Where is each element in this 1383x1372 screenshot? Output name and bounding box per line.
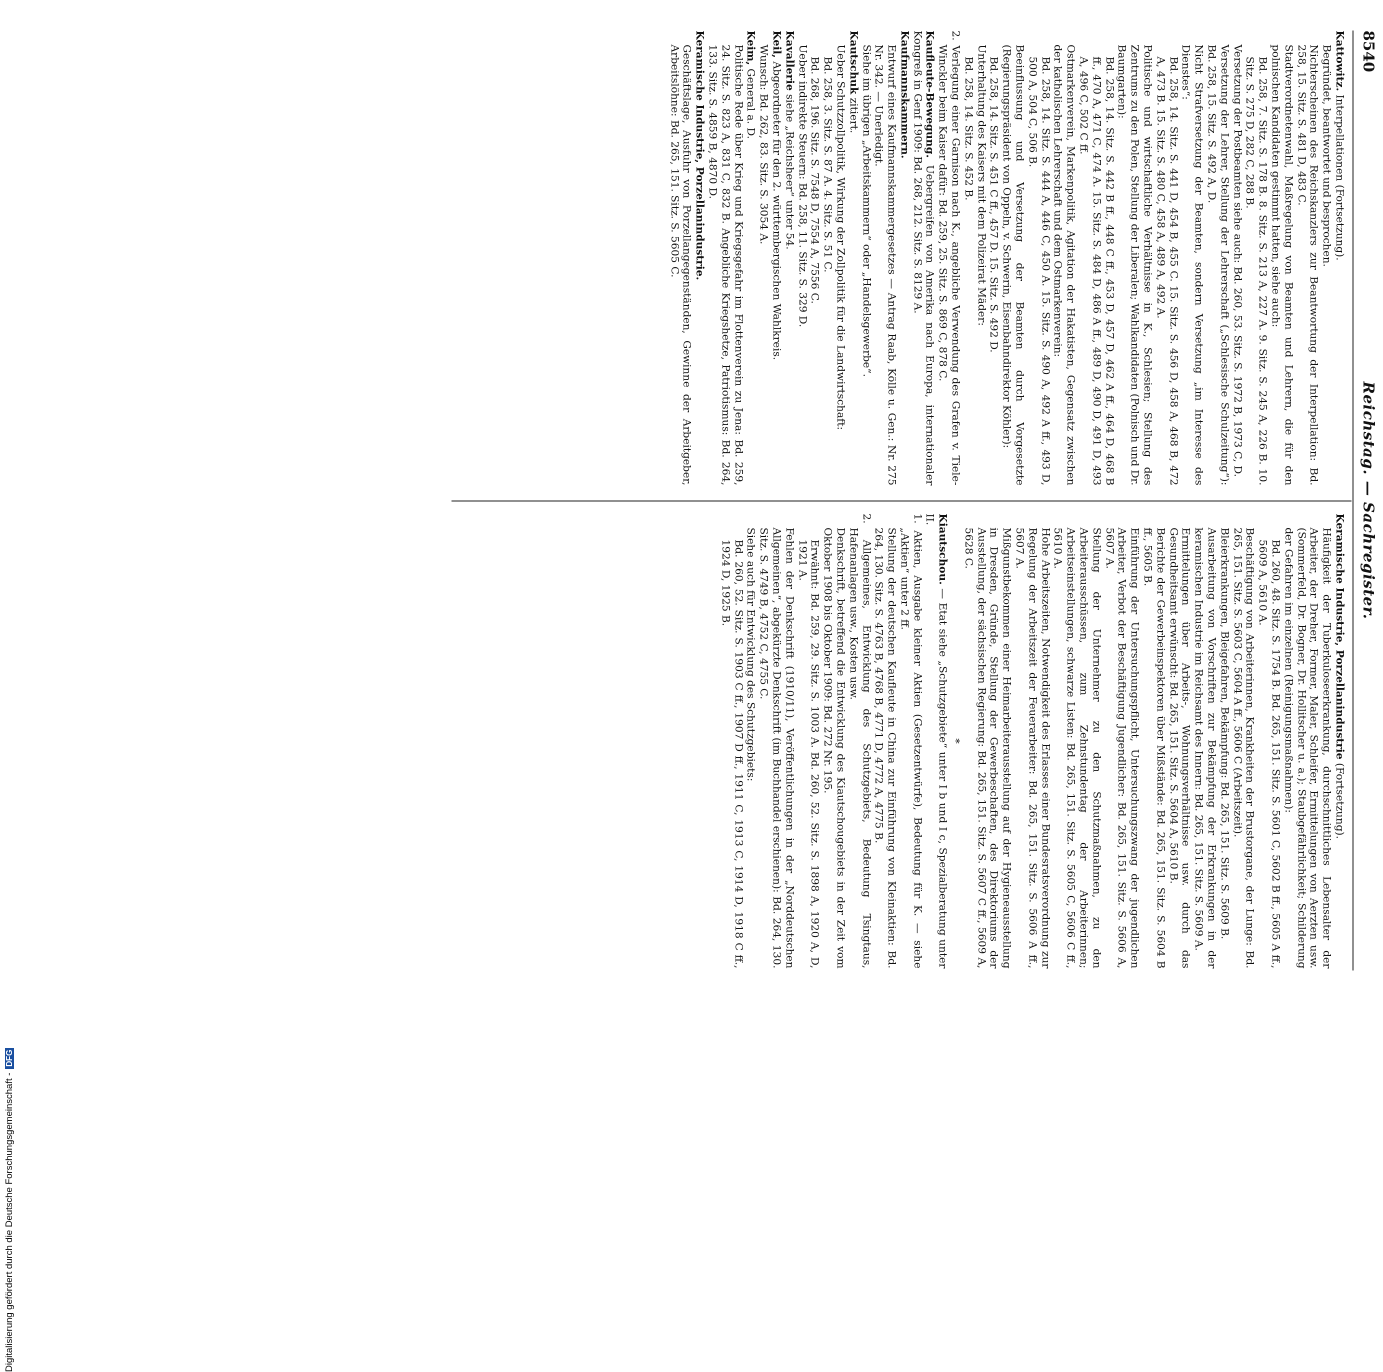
footer-note xyxy=(4,992,18,1372)
entry-keyword: Keramische Industrie, Porzellanindustrie. xyxy=(693,30,706,280)
entry-text: Begründet, beantwortet und besprochen. xyxy=(1320,44,1333,267)
entry-text: Versetzung der Lehrer, Stellung der Lehrerschaft („Schlesische Schulzeitung“): Bd. 258, 15. Sitz. S. 492 A, D. xyxy=(1205,44,1230,485)
entry-text: Interpellationen (Fortsetzung). xyxy=(1333,94,1345,261)
entry-text: Abgeordneter für den 2. württembergischen Wahlkreis. xyxy=(769,60,782,360)
entry-text: Ueber Schutzzollpolitik, Wirkung der Zollpolitik für die Landwirtschaft: xyxy=(833,44,846,430)
entry-text: Mißgunstbekommen einer Heimarbeiterausstellung auf der Hygieneausstellung in Dresden, Gründe, Stellung der Gewerbeschaften, des Direktoriums der Ausstellung, der sächsischen Regierung: Bd. 265, 151. Sitz. S. 5607 C ff., 5609 A, 5628 C. xyxy=(961,527,1013,968)
entry-paragraph xyxy=(744,513,757,968)
entry-paragraph xyxy=(1230,30,1243,485)
entry-text: Uebergreifen von Amerika nach Europa, internationaler Kongreß in Genf 1909: Bd. 268, 212. Sitz. S. 8129 A. xyxy=(910,30,936,486)
column-divider xyxy=(451,500,1351,501)
entry-text: Hohe Arbeitszeiten, Notwendigkeit des Erlasses einer Bundesratsverordnung zur Regelung der Arbeitszeit der Feuerarbeiter: Bd. 265, 151. Sitz. S. 5606 A ff., 5607 A. xyxy=(1013,527,1051,968)
entry-paragraph xyxy=(1217,513,1230,968)
entry-paragraph xyxy=(1153,30,1179,485)
entry-text: 1. Aktien, Ausgabe kleiner Aktien (Gesetzentwürfe), Bedeutung für K. — siehe „Aktien“ unter 2 ff. xyxy=(897,513,923,968)
entry-paragraph xyxy=(782,30,795,485)
entry-paragraph xyxy=(1115,30,1153,485)
entry-text: Unterhaltung des Kaisers mit dem Polizeirat Mäder: xyxy=(974,44,987,326)
entry-paragraph xyxy=(910,30,936,485)
entry-paragraph xyxy=(1012,513,1050,968)
entry-text: Beschäftigung von Arbeiterinnen, Krankheiten der Brustorgane, der Lunge: Bd. 265, 151. Sitz. S. 5603 C, 5604 A ff., 5606 C (Arbeitszeit). xyxy=(1230,527,1256,968)
dfg-logo: DFG xyxy=(5,1049,14,1067)
entry-paragraph xyxy=(1179,30,1205,485)
entry-paragraph xyxy=(1268,30,1294,485)
entry-text: Geschäftslage, Ausfuhr von Porzellangegenständen, Gewinne der Arbeitgeber, Arbeitslöhne: Bd. 265, 151. Sitz. S. 5605 C. xyxy=(667,44,693,485)
entry-paragraph xyxy=(1025,30,1051,485)
entry-paragraph xyxy=(795,513,821,968)
entry-paragraph xyxy=(948,513,961,968)
entry-text: Ueber indirekte Steuern: Bd. 258, 11. Sitz. S. 329 D. xyxy=(795,44,808,327)
entry-keyword: Kautschuk xyxy=(846,30,859,94)
entry-text: — Etat siehe „Schutzgebiete“ unter I b und I c, Spezialberatung unter II. xyxy=(923,513,949,968)
entry-text: Bd. 258, 14. Sitz. S. 444 A, 446 C, 450 A. 15. Sitz. S. 490 A, 492 A ff., 493 D, 500 A, 504 C, 506 B. xyxy=(1025,56,1051,485)
entry-paragraph xyxy=(974,30,987,485)
entry-text: Stadtverordnetenwahl, Maßregelung von Beamten und Lehrern, die für den polnischen Kandidaten gestimmt hatten, siehe auch: xyxy=(1269,44,1294,485)
entry-text: Siehe auch für Entwicklung des Schutzgebiets: xyxy=(744,527,757,781)
entry-text: Ermittelungen über Arbeits-, Wohnungsverhältnisse usw. durch das Gesundheitsamt erwünscht: Bd. 265, 151. Sitz. S. 5604 A, 5610 B. xyxy=(1166,527,1192,968)
entry-paragraph xyxy=(872,30,898,485)
entry-text: Bd. 258, 14. Sitz. S. 451 C ff., 457 D. 15. Sitz. S. 492 D. xyxy=(987,56,1000,353)
entry-text: Entwurf eines Kaufmannskammergesetzes — Antrag Raab, Kölle u. Gen.: Nr. 275 Nr. 342. — Unerledigt. xyxy=(872,44,898,485)
entry-keyword: Keil, xyxy=(769,30,782,58)
entry-text: zitiert. xyxy=(846,97,859,133)
entry-keyword: Kattowitz. xyxy=(1333,30,1345,91)
entry-paragraph xyxy=(846,513,872,968)
entry-paragraph xyxy=(1051,30,1077,485)
page-number: 8540 xyxy=(1359,30,1377,72)
entry-paragraph xyxy=(769,30,782,485)
entry-paragraph xyxy=(897,30,910,485)
entry-text: Erwähnt: Bd. 259, 29. Sitz. S. 1003 A. Bd. 260, 52. Sitz. S. 1898 A, 1920 A, D, 1921 A. xyxy=(795,539,821,968)
entry-text: Wunsch: Bd. 262, 83. Sitz. S. 3054 A. xyxy=(757,44,770,244)
left-column xyxy=(667,30,1345,485)
entry-paragraph xyxy=(1230,513,1256,968)
entry-text: 2. Allgemeines, Entwicklung des Schutzgebiets, Bedeutung Tsingtaus, Hafenanlagen usw., Kosten usw. xyxy=(846,513,872,968)
entry-text: Bd. 258, 3. Sitz. S. 87 A. 4. Sitz. S. 51 C. xyxy=(821,56,834,273)
entry-text: Bd. 260, 48. Sitz. S. 1754 B. Bd. 265, 151. Sitz. S. 5601 C, 5602 B ff., 5605 A ff., 5609 A, 5610 A. xyxy=(1256,539,1282,968)
entry-text: Bd. 258, 14. Sitz. S. 452 B. xyxy=(961,56,974,201)
entry-text: Bleierkrankungen, Bleigefahren, Bekämpfung: Bd. 265, 151. Sitz. S. 5609 B. xyxy=(1217,527,1230,939)
entry-paragraph xyxy=(1255,513,1281,968)
entry-text: Stellung der deutschen Kaufleute in China zur Einführung von Kleinaktien: Bd. 264, 130. Sitz. S. 4763 B, 4768 B, 4771 D, 4772 A, 4775 B. xyxy=(872,527,898,968)
entry-text: Bd. 258, 14. Sitz. S. 442 B ff., 448 C ff., 453 D, 457 D, 462 A ff., 464 D, 468 B ff., 470 A, 471 C, 474 A. 15. Sitz. S. 484 D, 486 A ff., 489 D, 490 D, 491 D, 493 A, 496 C, 502 C ff. xyxy=(1077,56,1115,485)
entry-paragraph xyxy=(872,513,898,968)
entry-keyword: Kaufmannskammern. xyxy=(897,30,910,159)
entry-text: (Fortsetzung). xyxy=(1333,762,1345,839)
entry-text: Bd. 268, 196. Sitz. S. 7548 D, 7554 A, 7556 C. xyxy=(808,56,821,304)
entry-text: Ausarbeitung von Vorschriften zur Bekämpfung der Erkrankungen in der keramischen Industrie im Reichsamt des Innern: Bd. 265, 151. Sitz. S. 5609 A. xyxy=(1192,527,1218,968)
entry-paragraph xyxy=(1140,513,1166,968)
entry-paragraph xyxy=(961,30,974,485)
entry-text: 2. Verlegung einer Garnison nach K., angebliche Verwendung des Grafen v. Tiele-Winckler beim Kaiser dafür: Bd. 259, 25. Sitz. S. 869 C, 878 C. xyxy=(936,30,962,485)
entry-paragraph xyxy=(936,30,962,485)
entry-keyword: Kiautschou. xyxy=(936,513,949,585)
entry-text: Denkschrift, betreffend die Entwicklung des Kiautschougebiets in der Zeit vom Oktober 1908 bis Oktober 1909: Bd. 272 Nr. 195. xyxy=(821,527,846,968)
entry-text: Bd. 260, 52. Sitz. S. 1903 C ff., 1907 D ff., 1911 C, 1913 C, 1914 D, 1918 C ff., 1924 D, 1925 B. xyxy=(718,539,744,968)
entry-text: Häufigkeit der Tuberkuloseerkrankung, durchschnittliches Lebensalter der Arbeiter, der Dreher, Former, Maler, Schleifer, Ermittelungen von Aerzten usw. (Sommerfeld, Dr. Bogner, Dr. Hollitscher u. a.); Staubgefährlichkeit; Schilderung der Gefahren im einzelnen (Reinigungsmaßnahmen): xyxy=(1281,527,1333,968)
entry-text: Bd. 258, 7. Sitz. S. 178 B. 8. Sitz. S. 213 A, 227 A. 9. Sitz. S. 245 A, 226 B. 10. Sitz. S. 275 D, 282 C, 288 B. xyxy=(1243,56,1269,485)
entry-paragraph xyxy=(1191,513,1217,968)
entry-paragraph xyxy=(923,513,949,968)
entry-text: Fehlen der Denkschrift (1910/11), Veröffentlichungen in der „Norddeutschen Allgemeinen“, abgekürzte Denkschrift (im Buchhandel erschienen): Bd. 264, 130. Sitz. S. 4749 B, 4752 C, 4755 C. xyxy=(757,527,795,968)
entry-paragraph xyxy=(756,513,794,968)
entry-paragraph xyxy=(692,30,705,485)
page-header xyxy=(1355,30,1377,970)
entry-text: General a. D. xyxy=(744,68,757,139)
entry-text: Stellung der Unternehmer zu den Schutzmaßnahmen, zu den Arbeiterausschüssen, zum Zehnstundentag der Arbeiterinnen; Arbeitseinstellungen, schwarze Listen: Bd. 265, 151. Sitz. S. 5605 C, 5606 C ff., 5610 A. xyxy=(1051,527,1102,968)
header-rule xyxy=(1352,30,1353,970)
entry-paragraph xyxy=(718,513,744,968)
entry-paragraph xyxy=(1332,30,1345,485)
entry-paragraph xyxy=(859,30,872,485)
entry-paragraph xyxy=(820,513,846,968)
entry-paragraph xyxy=(1294,30,1320,485)
entry-paragraph xyxy=(667,30,693,485)
entry-text: Bd. 258, 14. Sitz. S. 441 D, 454 B, 455 C. 15. Sitz. S. 456 D, 458 A, 468 B, 472 A, 473 B. 15. Sitz. S. 480 C, 458 A, 489 A, 492 A. xyxy=(1153,56,1179,485)
entry-text: Nicht Strafversetzung der Beamten, sondern Versetzung „im Interesse des Dienstes“: xyxy=(1179,44,1205,485)
entry-paragraph xyxy=(833,30,846,485)
entry-paragraph xyxy=(1051,513,1102,968)
entry-keyword: Kaufleute-Bewegung. xyxy=(923,30,936,158)
entry-text: Ostmarkenverein, Markenpolitik, Agitation der Hakatisten, Gegensatz zwischen der katholischen Lehrerschaft und dem Ostmarkenverein: xyxy=(1051,44,1077,485)
entry-paragraph xyxy=(1166,513,1192,968)
entry-paragraph xyxy=(1332,513,1345,968)
entry-text: Politische und wirtschaftliche Verhältnisse in K., Schlesien; Stellung des Zentrums zu den Polen, Stellung der Liberalen; Wahlkandidaten (Polnisch und Dr. Baumgarten): xyxy=(1115,44,1154,485)
running-title: Reichstag. — Sachregister. xyxy=(1359,381,1377,619)
footer-text: Digitalisierung gefördert durch die Deutsche Forschungsgemeinschaft - xyxy=(4,1072,15,1372)
entry-text: * xyxy=(949,737,962,744)
entry-paragraph xyxy=(999,30,1025,485)
entry-paragraph xyxy=(705,30,743,485)
entry-text: Berichte der Gewerbeinspektoren über Mißstände: Bd. 265, 151. Sitz. S. 5604 B ff., 5605 B. xyxy=(1141,527,1166,968)
entry-paragraph xyxy=(795,30,808,485)
entry-paragraph xyxy=(744,30,757,485)
entry-text: Nichterscheinen des Reichskanzlers zur Beantwortung der Interpellation: Bd. 258, 15. Sitz. S. 481 D, 483 C. xyxy=(1294,44,1320,485)
entry-text: Versetzung der Postbeamten siehe auch: Bd. 260, 53. Sitz. S. 1972 B, 1973 C, D. xyxy=(1230,44,1243,477)
entry-paragraph xyxy=(897,513,923,968)
entry-keyword: Kavallerie xyxy=(782,30,795,91)
entry-text: siehe „Reichsheer“ unter 54. xyxy=(782,93,795,250)
entry-paragraph xyxy=(808,30,821,485)
entry-text: Einführung der Untersuchungspflicht, Untersuchungszwang der jugendlichen Arbeiter, Verbot der Beschäftigung Jugendlicher: Bd. 265, 151. Sitz. S. 5606 A, 5607 A. xyxy=(1102,527,1141,968)
entry-paragraph xyxy=(1319,30,1332,485)
entry-text: Beeinflussung und Versetzung der Beamten durch Vorgesetzte (Regierungspräsident von Oppeln, v. Schwerin, Eisenbahndirektor Köhler): xyxy=(1000,44,1026,485)
entry-paragraph xyxy=(1281,513,1332,968)
entry-paragraph xyxy=(846,30,859,485)
entry-text: Siehe im übrigen „Arbeitskammern“ oder „Handelsgewerbe“. xyxy=(859,44,872,377)
entry-paragraph xyxy=(756,30,769,485)
entry-text: Politische Rede über Krieg und Kriegsgefahr im Flottenverein zu Jena: Bd. 259, 24. Sitz. S. 823 A, 831 C, 832 B. Angebliche Kriegshetze, Patriotismus: Bd. 264, 133. Sitz. S. 4859 B, 4870 D. xyxy=(705,44,744,485)
entry-paragraph xyxy=(820,30,833,485)
entry-paragraph xyxy=(1102,513,1140,968)
entry-keyword: Keim, xyxy=(744,30,757,65)
right-column xyxy=(718,513,1345,968)
entry-paragraph xyxy=(1076,30,1114,485)
entry-paragraph xyxy=(1204,30,1230,485)
entry-paragraph xyxy=(961,513,1012,968)
entry-paragraph xyxy=(987,30,1000,485)
entry-keyword: Keramische Industrie, Porzellanindustrie xyxy=(1333,513,1345,760)
entry-paragraph xyxy=(1243,30,1269,485)
